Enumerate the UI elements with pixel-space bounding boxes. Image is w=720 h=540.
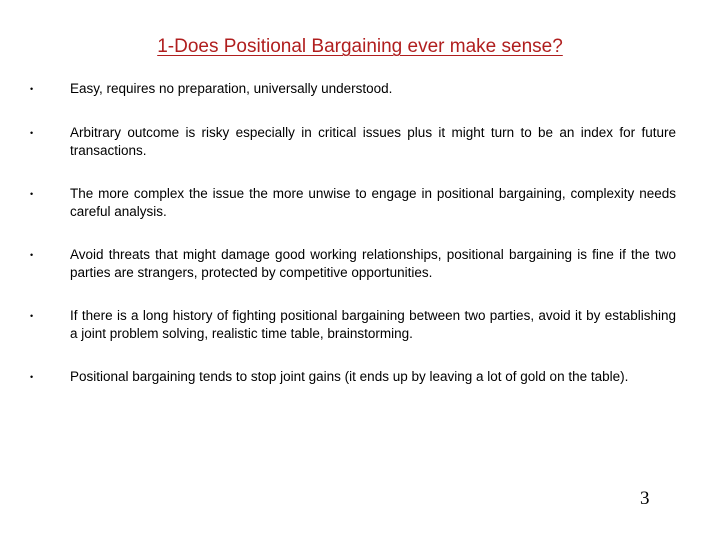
bullet-icon: • xyxy=(30,189,34,199)
bullet-icon: • xyxy=(30,84,34,94)
bullet-item-2 xyxy=(30,124,676,160)
bullet-icon: • xyxy=(30,128,34,138)
bullet-text: Arbitrary outcome is risky especially in critical issues plus it might turn to be an index for future transactions. xyxy=(70,125,676,158)
bullet-item-1 xyxy=(30,80,676,99)
bullet-text: If there is a long history of fighting positional bargaining between two parties, avoid it by establishing a joint problem solving, realistic time table, brainstorming. xyxy=(70,308,676,341)
bullet-item-3 xyxy=(30,185,676,221)
bullet-icon: • xyxy=(30,372,34,382)
bullet-item-4 xyxy=(30,246,676,282)
bullet-text: Positional bargaining tends to stop joint gains (it ends up by leaving a lot of gold on the table). xyxy=(70,369,629,384)
bullet-item-6 xyxy=(30,368,676,387)
bullet-text: Avoid threats that might damage good working relationships, positional bargaining is fine if the two parties are strangers, protected by competitive opportunities. xyxy=(70,247,676,280)
bullet-icon: • xyxy=(30,311,34,321)
bullet-list xyxy=(30,80,676,412)
bullet-text: Easy, requires no preparation, universally understood. xyxy=(70,81,393,96)
bullet-text: The more complex the issue the more unwise to engage in positional bargaining, complexity needs careful analysis. xyxy=(70,186,676,219)
page-number: 3 xyxy=(640,488,650,509)
bullet-item-5 xyxy=(30,307,676,343)
bullet-icon: • xyxy=(30,250,34,260)
slide-title: 1-Does Positional Bargaining ever make sense? xyxy=(157,36,563,57)
